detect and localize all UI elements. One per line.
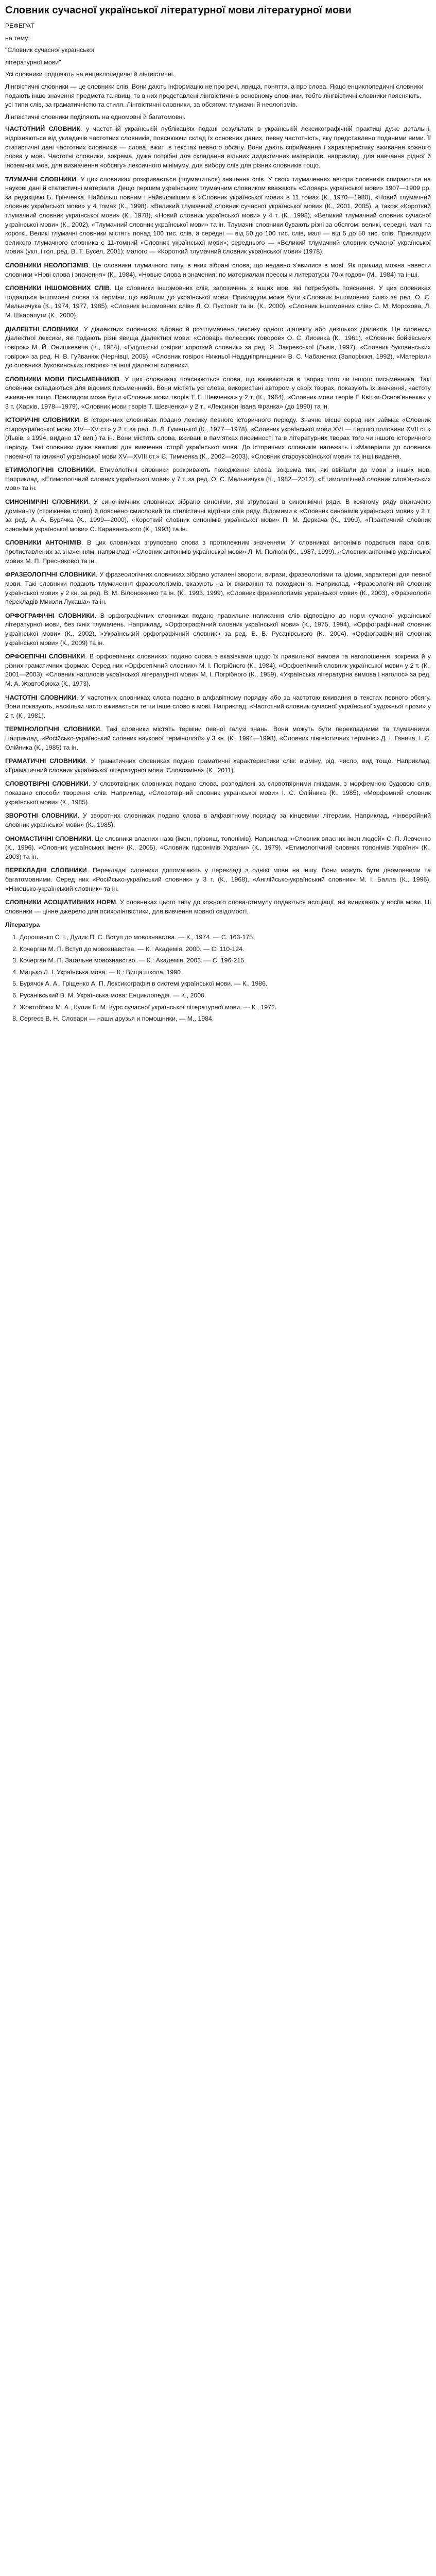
reference-item: 4. Мацько Л. І. Українська мова. — К.: Вища школа, 1990. [20,968,431,977]
section [5,811,431,829]
section-body: . У діалектних словниках зібрано й розтлумачено лексику одного діалекту або декількох діалектів. Це словники діалектної лексики, які подають різні явища діалектної мови: «Словарь полесских говоров» О. С. Лисенка (К., 1961), «Словник бойківських говірок» М. Й. Онишкевича (К., 1984), «Гуцульські говірки: короткий словник» за ред. Я. Закревської (Львів, 1997), «Словник буковинських говірок» за ред. Н. В. Гуйванюк (Чернівці, 2005), «Словник говірок Нижньої Наддніпрянщини» В. С. Чабаненка (Запоріжжя, 1992), «Матеріали до словника буковинських говірок» та інші діалектні словники. [5,325,431,369]
section [5,652,431,688]
section [5,538,431,566]
section [5,725,431,752]
genre-label: РЕФЕРАТ [5,22,34,29]
section-body: . Етимологічні словники розкривають походження слова, зокрема тих, які ввійшли до мови з інших мов. Наприклад, «Етимологічний словник української мови» у 7 т. за ред. О. С. Мельничука (К., 1982—2012), «Етимологічний словник слов'янських мов» та ін. [5,466,431,492]
section-heading: ДІАЛЕКТНІ СЛОВНИКИ [5,325,79,333]
section-heading: СЛОВНИКИ НЕОЛОГІЗМІВ [5,262,89,269]
reference-item: 6. Русанівський В. М. Українська мова: Енциклопедія. — К., 2000. [20,991,431,1001]
section-heading: ОНОМАСТИЧНІ СЛОВНИКИ [5,835,92,842]
section-body: . В орфографічних словниках подано правильне написання слів відповідно до норм сучасної української літературної мови, без їхніх тлумачень. Наприклад, «Орфографічний словник української мови» (К., 1975, 1994), «Орфографічний словник української мови» (К., 2002), «Український орфографічний словник» за ред. В. В. Русанівського (К., 2004), «Орфографічний словник української мови» (К., 2009) та ін. [5,612,431,647]
section-heading: СИНОНІМІЧНІ СЛОВНИКИ [5,498,89,506]
section-paragraph [5,757,431,775]
section-paragraph [5,325,431,370]
section-heading: ТЛУМАЧНІ СЛОВНИКИ [5,175,77,183]
topic-value-1: "Словник сучасної української [5,46,95,54]
intro-paragraph: Лінгвістичні словники поділяють на одномовні й багатомовні. [5,113,186,121]
section-body: . У частотних словниках слова подано в алфавітному порядку або за частотою вживання в текстах певного обсягу. Вони показують, наскільки часто вживається те чи інше слово в мові. Наприклад, «Частотний словник сучасної української художньої прози» у 2 т. (К., 1981). [5,693,431,719]
section-heading: ЗВОРОТНІ СЛОВНИКИ [5,812,78,820]
section-paragraph [5,835,431,862]
section-paragraph [5,898,431,916]
section-heading: ІСТОРИЧНІ СЛОВНИКИ [5,416,79,424]
section-heading: ГРАМАТИЧНІ СЛОВНИКИ [5,757,86,765]
section [5,835,431,862]
section-paragraph [5,175,431,257]
section [5,898,431,916]
section-body: . В історичних словниках подано лексику певного історичного періоду. Значне місце серед них займає «Словник староукраїнської мови XIV—XV ст.» у 2 т. за ред. Л. Л. Гумецької (К., 1977—1978), «Словник української мови XVI — першої половини XVII ст.» (Львів, з 1994, видано 17 вип.) та ін. Вони містять слова, вживані в пам'ятках писемності та в літературних творах того чи іншого історичного періоду. Такі словники дуже важливі для вивчення історії української мови. До історичних словників належать і «Матеріали до словника писемної та книжної української мови XV—XVIII ст.» Є. Тимченка (К., 2002—2003), «Словник староукраїнської мови» та інші видання. [5,416,431,460]
section-paragraph [5,612,431,648]
intro-paragraph: Лінгвістичні словники — це словники слів. Вони дають інформацію не про речі, явища, поняття, а про слова. Якщо енциклопедичні словники подають інше значення предмета та явищ, то в них представлені лінгвістичні в основному словники, тобто лінгвістичні словники поясняють, усі типи слів, за граматичністю та стиля. Лінгвістичні словники, за обсягом: тлумачні й неологізмів. [5,83,424,109]
section [5,866,431,893]
section-paragraph [5,866,431,893]
section-heading: СЛОВНИКИ АНТОНІМІВ [5,539,81,547]
section-paragraph [5,693,431,721]
reference-item: 2. Кочерган М. П. Вступ до мовознавства. — К.: Академія, 2000. — С. 110-124. [20,945,431,954]
section-paragraph [5,498,431,534]
section-body: . Такі словники містять терміни певної галузі знань. Вони можуть бути перекладними та тлумачними. Наприклад, «Російсько-український словник наукової термінології» у 3 кн. (К., 1994—1998), «Словник лінгвістичних термінів» Д. І. Ганича, І. С. Олійника (К., 1985) та ін. [5,725,431,751]
section [5,375,431,411]
section-heading: СЛОВНИКИ АСОЦІАТИВНИХ НОРМ [5,899,116,906]
section [5,466,431,493]
section-paragraph [5,570,431,606]
section [5,757,431,775]
section-heading: СЛОВОТВІРНІ СЛОВНИКИ [5,780,89,788]
section-heading: ТЕРМІНОЛОГІЧНІ СЛОВНИКИ [5,725,100,733]
section-body: . У синонімічних словниках зібрано синоніми, які згруповані в синонімічні ряди. В кожному ряду визначено домінанту (стрижневе слово) й пояснено смисловий та стилістичні відтінки слів ряду. Відомими є «Словник синонімів української мови» у 2 т. за ред. А. А. Бурячка (К., 1999—2000), «Короткий словник синонімів української мови» П. М. Деркача (К., 1960), «Практичний словник синонімів української мови» С. Караванського (К., 1993) та ін. [5,498,431,533]
section-body: . У зворотних словниках подано слова в алфавітному порядку за кінцевими літерами. Наприклад, «Інверсійний словник української мови» (К., 1985). [5,812,431,828]
reference-item: 7. Жовтобрюх М. А., Кулик Б. М. Курс сучасної української літературної мови. — К., 1972. [20,1003,431,1012]
section [5,612,431,648]
section-heading: ОРФОГРАФІЧНІ СЛОВНИКИ [5,612,95,619]
section [5,416,431,461]
section-body: . Перекладні словники допомагають у перекладі з однієї мови на іншу. Вони можуть бути двомовними та багатомовними. Серед них «Російсько-український словник» у 3 т. (К., 1968), «Англійсько-український словник» М. І. Балла (К., 1996), «Німецько-український словник» та ін. [5,867,431,892]
topic-label: на тему: [5,34,30,42]
section-heading: ЧАСТОТНИЙ СЛОВНИК [5,125,81,133]
references-title: Література [5,921,40,929]
section [5,284,431,320]
section-body: . У словотвірних словниках подано слова, розподілені за словотвірними гніздами, з морфемною будовою слів, показано способи творення слів. Наприклад, «Словотвірний словник української мови» І. С. Олійника (К., 1985), «Морфемний словник української мови» (К., 1985). [5,780,431,806]
intro-paragraph: Усі словники поділяють на енциклопедичні й лінгвістичні. [5,71,175,78]
section-paragraph [5,725,431,752]
section-heading: СЛОВНИКИ МОВИ ПИСЬМЕННИКІВ [5,375,120,383]
section-paragraph [5,779,431,807]
section [5,261,431,279]
section-heading: ПЕРЕКЛАДНІ СЛОВНИКИ [5,867,87,874]
section [5,125,431,170]
section-paragraph [5,466,431,493]
intro-block [5,70,431,122]
section-heading: ЕТИМОЛОГІЧНІ СЛОВНИКИ [5,466,94,474]
section-body: . Це словники власних назв (імен, прізвищ, топонімів). Наприклад, «Словник власних імен людей» С. П. Левченко (К., 1996), «Словник українських імен» (К., 2005), «Словник гідронімів України» (К., 1979), «Етимологічний словник топонімів України» (К., 2003) та ін. [5,835,431,860]
section-heading: ФРАЗЕОЛОГІЧНІ СЛОВНИКИ [5,571,96,579]
references-list [5,933,431,1024]
reference-item: 1. Дорошенко С. І., Дудик П. С. Вступ до мовознавства. — К., 1974. — С. 163-175. [20,933,431,942]
section-body: : у частотній українській публікаціях подані результати в українській лексикографічній практиці дуже детальні, відрізняються від укладачів частотних словників, пояснюючи склад їх основних даних, певну частотність, яку представлено поданими ними. Її статистичні дані частотних словників — слова, вжиті в текстах певного обсягу. Вони дають сприймання і характеристику вживання кожного слова у мові. Частотні словники, зокрема, дуже потрібні для складання вільних дидактичних матеріалів, наприклад, для навчання рідної й іноземних мов, для визначення «обсягу» лексичного мінімуму, для вибору слів для різних словників тощо. [5,125,431,169]
section-paragraph [5,538,431,566]
topic-value-2: літературної мови" [5,58,61,66]
section-paragraph [5,652,431,688]
section-paragraph [5,284,431,320]
page-title: Словник сучасної української літературної мови літературної мови [5,5,352,16]
section-paragraph [5,416,431,461]
section-paragraph [5,811,431,829]
section-body: . Це словники тлумачного типу, в яких зібрані слова, що недавно з'явилися в мові. Як приклад можна навести словники «Нові слова і значення» (К., 1984), «Новые слова и значения: по материалам прессы и литературы 70-х годов» (М., 1984) та інші. [5,262,431,278]
section-body: . У словниках цього типу до кожного слова-стимулу подаються асоціації, які виникають у носіїв мови. Ці словники — цінне джерело для психолінгвістики, для вивчення мовної свідомості. [5,899,431,915]
reference-item: 3. Кочерган М. П. Загальне мовознавство. — К.: Академія, 2003. — С. 196-215. [20,956,431,965]
sections-container [5,125,431,916]
section [5,498,431,534]
section [5,693,431,721]
section-body: . В орфоепічних словниках подано слова з вказівками щодо їх правильної вимови та наголошення, зокрема й у різних граматичних формах. Серед них «Орфоепічний словник» М. І. Погрібного (К., 1984), «Орфоепічний словник української мови» у 2 т. (К., 2001—2003), «Словник наголосів української літературної мови» М. І. Погрібного (К., 1959), «Українська літературна вимова і наголос» за ред. М. А. Жовтобрюха (К., 1973). [5,653,431,687]
reference-item: 5. Бурячок А. А., Гріщенко А. П. Лексикографія в системі української мови. — К., 1986. [20,979,431,989]
section-paragraph [5,261,431,279]
section-body: . У граматичних словниках подано граматичні характеристики слів: відміну, рід, число, вид тощо. Наприклад, «Граматичний словник української літературної мови. Словозміна» (К., 2011). [5,757,431,774]
section-heading: ОРФОЕПІЧНІ СЛОВНИКИ [5,653,85,660]
section-paragraph [5,375,431,411]
section [5,325,431,370]
section-body: . У фразеологічних словниках зібрано усталені звороти, вирази, фразеологізми та ідіоми, характерні для певної мови. Такі словники подають тлумачення фразеологізмів, вказують на їх вживання та походження. Наприклад, «Фразеологічний словник української мови» у 2 кн. за ред. В. М. Білоноженко та ін. (К., 1993, 1999), «Словник фразеологізмів української мови» (К., 2003), «Фразеологія перекладів Миколи Лукаша» та ін. [5,571,431,606]
section-body: . В цих словниках згруповано слова з протилежним значенням. У словниках антонімів подається пара слів, протиставлених за значенням, наприклад: «Словник антонімів української мови» Л. М. Полюги (К., 1987, 1999), «Словник антонімів української мови» М. П. Преснякової та ін. [5,539,431,565]
section-body: . У цих словниках розкривається (тлумачиться) значення слів. У своїх тлумаченнях автори словників спираються на наукові дані й статистичні матеріали. Дещо першим українським тлумачним словником вважають «Словарь української мови» 1907—1909 рр. за редакцією Б. Грінченка. Найбільш повним і найвідомішим є «Словник української мови» в 11 томах (К., 1970—1980), «Новий тлумачний словник української мови» у 4 томах (К., 1998). «Великий тлумачний словник сучасної української мови» (К., 2001, 2005), а також «Короткий тлумачний словник української мови» (К., 1978), «Новий словник української мови» у 4 т. (К., 1998), «Великий тлумачний словник сучасної української мови» (К., 2002), «Тлумачний словник української мови» та ін. Тлумачні словники бувають різні за обсягом: великі, середні, малі та короткі. Великі тлумачні словники містять понад 100 тис. слів, а середні — від 50 до 100 тис. слів, малі — від 5 до 50 тис. слів. Прикладом великого тлумачного словника є 11-томний «Словник української мови»; середнього — «Великий тлумачний словник сучасної української мови» (укл. і гол. ред. В. Т. Бусел, 2001); малого — «Короткий тлумачний словник української мови» (1978). [5,175,431,256]
section-paragraph [5,125,431,170]
section-heading: СЛОВНИКИ ІНШОМОВНИХ СЛІВ [5,284,110,292]
section-body: . Це словники іншомовних слів, запозичень з інших мов, які потребують пояснення. У цих словниках подаються іншомовні слова та терміни, що ввійшли до української мови. Прикладом може бути «Словник іншомовних слів» за ред. О. С. Мельничука (К., 1974, 1977, 1985), «Словник іншомовних слів» Л. О. Пустовіт та ін. (К., 2000), «Словник іншомовних слів» С. М. Морозова, Л. М. Шкарапути (К., 2000). [5,284,431,319]
section-heading: ЧАСТОТНІ СЛОВНИКИ [5,693,77,701]
section-body: . У цих словниках пояснюються слова, що вживаються в творах того чи іншого письменника. Такі словники складаються для відомих письменників. Вони містять усі слова, використані автором у своїх творах, показують їх значення, частоту вживання тощо. Прикладом може бути «Словник мови творів Т. Г. Шевченка» у 2 т. (К., 1964), «Словник мови творів Г. Квітки-Основ'яненка» у 3 т. (Харків, 1978—1979), «Словник мови творів Т. Шевченка» у 2 т., «Лексикон Івана Франка» (до 1990) та ін. [5,375,431,410]
section [5,779,431,807]
section [5,175,431,257]
document-page [0,0,436,1031]
section [5,570,431,606]
reference-item: 8. Сергеєв В. Н. Словари — наши друзья и помощники. — М., 1984. [20,1014,431,1024]
